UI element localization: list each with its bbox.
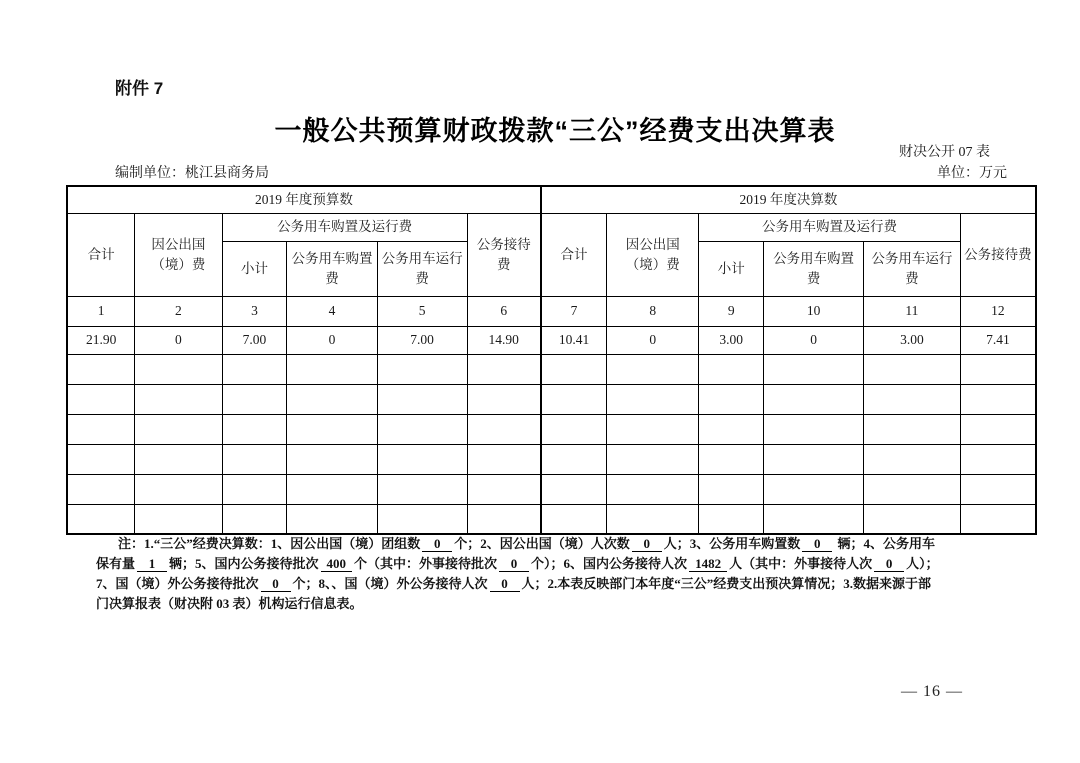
empty-cell	[541, 414, 607, 444]
value-cell: 3.00	[699, 326, 764, 354]
empty-cell	[222, 414, 287, 444]
column-number-cell: 11	[863, 296, 960, 326]
empty-cell	[764, 504, 864, 534]
empty-cell	[135, 444, 222, 474]
empty-row	[67, 354, 1036, 384]
value-cell: 7.00	[222, 326, 287, 354]
value-cell: 10.41	[541, 326, 607, 354]
empty-cell	[222, 354, 287, 384]
empty-cell	[541, 504, 607, 534]
header-group-row	[67, 213, 1036, 241]
empty-cell	[541, 474, 607, 504]
empty-cell	[67, 414, 135, 444]
empty-cell	[607, 354, 699, 384]
empty-cell	[764, 354, 864, 384]
note-blank-value: 0	[499, 556, 529, 572]
empty-cell	[960, 384, 1036, 414]
page-number: — 16 —	[901, 683, 963, 700]
header-vehicle-operation-final: 公务用车运行费	[863, 241, 960, 296]
empty-cell	[607, 474, 699, 504]
note-text: 人；2.本表反映部门本年度“三公”经费支出预决算情况；3.数据来源于部	[521, 576, 932, 591]
expense-table	[66, 185, 1037, 535]
empty-cell	[699, 444, 764, 474]
value-cell: 7.00	[377, 326, 467, 354]
empty-cell	[699, 384, 764, 414]
empty-cell	[607, 414, 699, 444]
note-blank-value: 0	[490, 576, 520, 592]
note-line	[96, 534, 990, 554]
header-vehicle-purchase-final: 公务用车购置费	[764, 241, 864, 296]
note-line	[96, 594, 990, 614]
empty-cell	[135, 354, 222, 384]
empty-cell	[764, 444, 864, 474]
empty-cell	[699, 354, 764, 384]
table-code-label: 财决公开 07 表	[899, 145, 990, 160]
empty-cell	[287, 444, 377, 474]
value-cell: 0	[607, 326, 699, 354]
empty-cell	[764, 414, 864, 444]
value-cell: 0	[764, 326, 864, 354]
note-blank-value: 0	[802, 536, 832, 552]
empty-cell	[287, 354, 377, 384]
empty-cell	[699, 474, 764, 504]
column-number-cell: 5	[377, 296, 467, 326]
empty-cell	[863, 384, 960, 414]
note-text: 人（其中：外事接待人次	[729, 556, 873, 571]
value-row	[67, 326, 1036, 354]
note-blank-value: 400	[321, 556, 353, 572]
empty-cell	[467, 414, 541, 444]
header-subtotal-final: 小计	[699, 241, 764, 296]
value-cell: 3.00	[863, 326, 960, 354]
note-blank-value: 0	[874, 556, 904, 572]
empty-cell	[863, 444, 960, 474]
empty-cell	[222, 474, 287, 504]
empty-cell	[541, 354, 607, 384]
empty-cell	[67, 384, 135, 414]
empty-cell	[863, 354, 960, 384]
header-subtotal-budget: 小计	[222, 241, 287, 296]
column-number-cell: 7	[541, 296, 607, 326]
header-total-final: 合计	[541, 213, 607, 296]
note-blank-value: 1482	[689, 556, 727, 572]
prepared-by-label: 编制单位：桃江县商务局	[115, 166, 269, 181]
empty-cell	[541, 384, 607, 414]
note-text: 个）；6、国内公务接待人次	[531, 556, 688, 571]
note-text: 门决算报表（财决附 03 表）机构运行信息表。	[96, 596, 363, 611]
attachment-label: 附件 7	[115, 79, 164, 98]
column-number-cell: 6	[467, 296, 541, 326]
section-title-final: 2019 年度决算数	[541, 186, 1036, 213]
unit-label: 单位：万元	[937, 166, 1007, 181]
empty-cell	[135, 504, 222, 534]
empty-cell	[377, 414, 467, 444]
empty-cell	[67, 354, 135, 384]
column-number-cell: 9	[699, 296, 764, 326]
empty-cell	[863, 474, 960, 504]
empty-cell	[287, 504, 377, 534]
empty-cell	[67, 444, 135, 474]
section-title-row	[67, 186, 1036, 213]
note-text: 个；8、、国（境）外公务接待人次	[292, 576, 488, 591]
empty-cell	[467, 444, 541, 474]
value-cell: 0	[135, 326, 222, 354]
empty-row	[67, 504, 1036, 534]
value-cell: 21.90	[67, 326, 135, 354]
column-number-cell: 10	[764, 296, 864, 326]
section-title-budget: 2019 年度预算数	[67, 186, 541, 213]
empty-cell	[135, 414, 222, 444]
column-number-cell: 12	[960, 296, 1036, 326]
header-vehicle-group-budget: 公务用车购置及运行费	[222, 213, 467, 241]
empty-cell	[377, 444, 467, 474]
note-text: 个；2、因公出国（境）人次数	[454, 536, 630, 551]
empty-cell	[467, 384, 541, 414]
empty-cell	[764, 474, 864, 504]
note-blank-value: 0	[422, 536, 452, 552]
empty-row	[67, 384, 1036, 414]
note-text: 注：1.“三公”经费决算数：1、因公出国（境）团组数	[118, 536, 421, 551]
column-number-cell: 4	[287, 296, 377, 326]
empty-cell	[377, 474, 467, 504]
note-text: 7、国（境）外公务接待批次	[96, 576, 259, 591]
note-text: 个（其中：外事接待批次	[354, 556, 498, 571]
empty-cell	[863, 414, 960, 444]
empty-cell	[287, 474, 377, 504]
empty-cell	[699, 414, 764, 444]
header-reception-budget: 公务接待费	[467, 213, 541, 296]
empty-cell	[377, 504, 467, 534]
note-blank-value: 0	[261, 576, 291, 592]
note-line	[96, 574, 990, 594]
empty-cell	[607, 444, 699, 474]
empty-cell	[699, 504, 764, 534]
header-abroad-final: 因公出国（境）费	[607, 213, 699, 296]
value-cell: 14.90	[467, 326, 541, 354]
empty-rows-container	[67, 354, 1036, 534]
header-vehicle-group-final: 公务用车购置及运行费	[699, 213, 961, 241]
header-reception-final: 公务接待费	[960, 213, 1036, 296]
column-number-cell: 8	[607, 296, 699, 326]
header-total-budget: 合计	[67, 213, 135, 296]
empty-cell	[541, 444, 607, 474]
empty-cell	[960, 504, 1036, 534]
empty-cell	[960, 354, 1036, 384]
column-number-cell: 3	[222, 296, 287, 326]
empty-cell	[287, 414, 377, 444]
empty-cell	[377, 384, 467, 414]
value-cell: 7.41	[960, 326, 1036, 354]
empty-cell	[135, 474, 222, 504]
column-number-cell: 1	[67, 296, 135, 326]
empty-cell	[67, 504, 135, 534]
header-abroad-budget: 因公出国（境）费	[135, 213, 222, 296]
empty-cell	[287, 384, 377, 414]
empty-cell	[607, 384, 699, 414]
header-vehicle-purchase-budget: 公务用车购置费	[287, 241, 377, 296]
empty-cell	[764, 384, 864, 414]
empty-cell	[377, 354, 467, 384]
empty-cell	[960, 444, 1036, 474]
note-text: 保有量	[96, 556, 136, 571]
empty-cell	[222, 384, 287, 414]
empty-cell	[960, 474, 1036, 504]
empty-cell	[467, 474, 541, 504]
empty-row	[67, 474, 1036, 504]
header-vehicle-operation-budget: 公务用车运行费	[377, 241, 467, 296]
empty-row	[67, 414, 1036, 444]
note-blank-value: 1	[137, 556, 167, 572]
column-number-row	[67, 296, 1036, 326]
empty-cell	[607, 504, 699, 534]
empty-cell	[467, 504, 541, 534]
note-text: 人；3、公务用车购置数	[663, 536, 801, 551]
note-line	[96, 554, 990, 574]
empty-cell	[222, 504, 287, 534]
empty-cell	[467, 354, 541, 384]
notes-block	[96, 534, 990, 614]
column-number-cell: 2	[135, 296, 222, 326]
note-blank-value: 0	[632, 536, 662, 552]
value-cell: 0	[287, 326, 377, 354]
empty-cell	[135, 384, 222, 414]
empty-cell	[222, 444, 287, 474]
empty-cell	[960, 414, 1036, 444]
empty-cell	[67, 474, 135, 504]
empty-cell	[863, 504, 960, 534]
empty-row	[67, 444, 1036, 474]
note-text: 辆；4、公务用车	[834, 536, 936, 551]
note-text: 辆；5、国内公务接待批次	[169, 556, 319, 571]
note-text: 人）；	[906, 556, 939, 571]
document-title: 一般公共预算财政拨款“三公”经费支出决算表	[274, 116, 836, 146]
